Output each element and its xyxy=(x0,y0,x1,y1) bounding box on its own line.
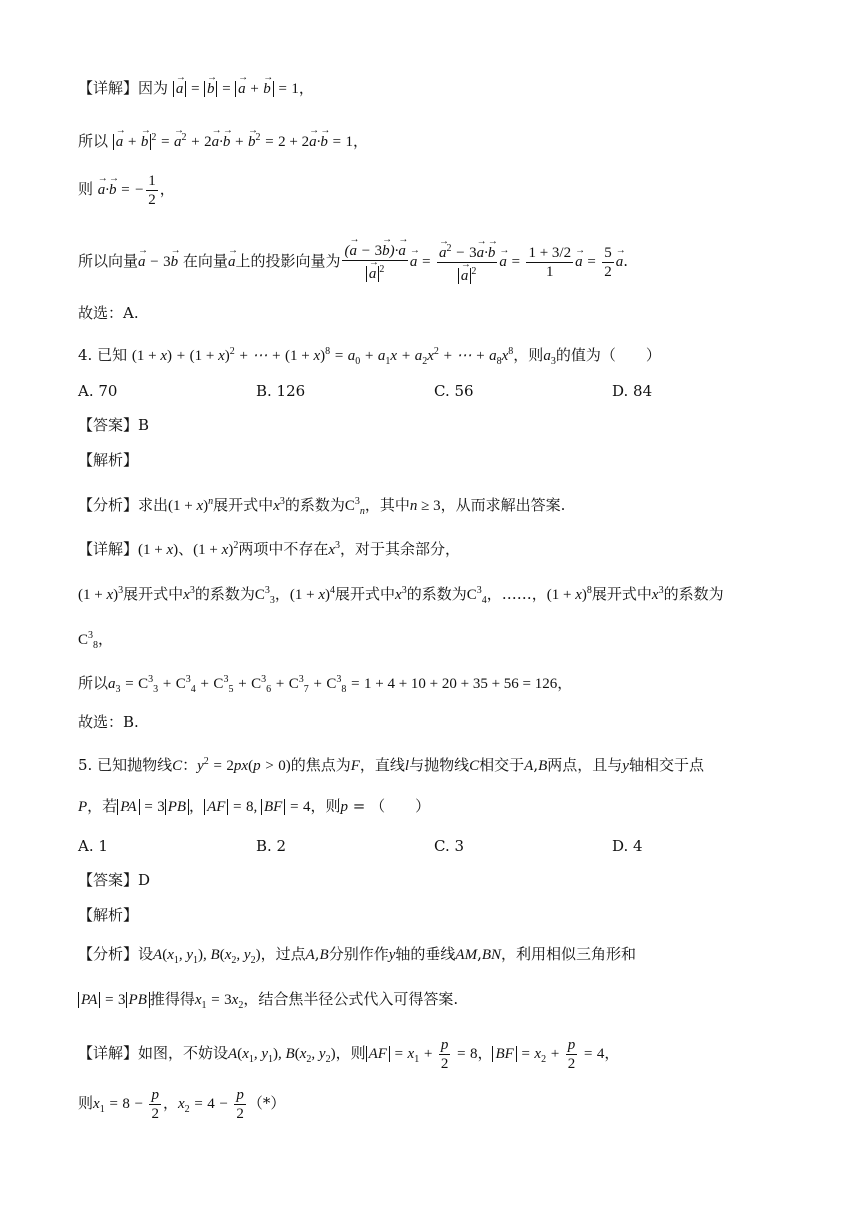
q3-choose: 故选：A. xyxy=(78,304,139,322)
q5-option-c: C. 3 xyxy=(434,837,465,855)
q4-stem: 4. 已知 $(1 + x) + (1 + x)^2$ + ⋯ + $(1 + x)^8 = a_0 + a_1x + a_2x^2$ + ⋯ + $a_8x^8$，则$a_3$的值为（ ） xyxy=(78,346,661,367)
detail-label: 【详解】 xyxy=(78,79,139,97)
q4-jiexi-label: 【解析】 xyxy=(78,451,139,469)
q5-option-b: B. 2 xyxy=(256,837,287,855)
q3-line-2: 所以 → a + → b $^2$ = → $a^2 + 2\to a\cdot\to b$ + → $b^2 = 2 + 2\to a\cdot\to b = 1$， xyxy=(78,128,368,152)
q4-option-d: D. 84 xyxy=(612,382,653,400)
q5-detail-2: 则$x_1 = 8$ − $\frac{p}{2}$ ，$x_2 = 4$ − $\frac{p}{2}$ （*） xyxy=(78,1087,286,1122)
q4-option-b: B. 126 xyxy=(256,382,306,400)
q5-jiexi-label: 【解析】 xyxy=(78,906,139,924)
q4-detail-1: 【详解】(1 + x)、$(1 + x)^2$两项中不存在$x^3$，对于其余部分， xyxy=(78,540,461,558)
q3-line-4: 所以向量→ a − 3→ b 在向量→ a上的投影向量为 (→ a − 3→ b)·→ a → a $^2$ → a = → $a^2 - 3\to a\cdot\to b$ → a $^2$ → a = $\frac{1 + 3/2}{1}$ → a = $\frac{5}{2}$ → a. xyxy=(78,240,628,285)
q5-detail-1: 【详解】如图，不妨设$A(x_1$, $y_1$), $B(x_2$, $y_2$)，则 AF = $x_1$ + $\frac{p}{2}$ = 8， BF = $x_2$ + $\frac{p}{2}$ = 4， xyxy=(78,1037,620,1072)
q5-analysis-2: PA = 3 PB 推得得$x_1 = 3x_2$，结合焦半径公式代入可得答案. xyxy=(78,989,458,1016)
q4-option-a: A. 70 xyxy=(78,382,118,400)
q4-detail-3: $C^3_8$， xyxy=(78,630,114,651)
q4-analysis: 【分析】求出$(1 + x)^n$展开式中$x^3$的系数为$C^3_n$，其中n ≥ 3，从而求解出答案. xyxy=(78,496,566,517)
q5-stem-2: P，若 PA = 3 PB ， AF = 8, BF = 4，则p = （ ） xyxy=(78,797,431,815)
q5-option-d: D. 4 xyxy=(612,837,643,855)
q4-detail-4: 所以$a_3 = C^3_3 + C^3_4 + C^3_5 + C^3_6 + C^3_7 + C^3_8 = 1 + 4 + 10 + 20 + 35 + 56 = 126$， xyxy=(78,674,573,695)
q4-detail-2: $(1 + x)^3$展开式中$x^3$的系数为$C^3_3$，$(1 + x)^4$展开式中$x^3$的系数为$C^3_4$，……，$(1 + x)^8$展开式中$x^3$的系数为 xyxy=(78,585,724,606)
q4-answer: 【答案】B xyxy=(78,416,150,434)
q4-option-c: C. 56 xyxy=(434,382,474,400)
q3-detail-line-1: 【详解】因为 → a = → b = → a + → b = 1， xyxy=(78,78,314,99)
q5-option-a: A. 1 xyxy=(78,837,108,855)
q4-choose: 故选：B. xyxy=(78,713,139,731)
q5-stem-1: 5. 已知抛物线C：$y^2 = 2px(p > 0)$的焦点为F，直线l与抛物线C相交于A,B两点，且与y轴相交于点 xyxy=(78,756,704,774)
q5-answer: 【答案】D xyxy=(78,871,151,889)
q5-analysis-1: 【分析】设$A(x_1$, $y_1$), $B(x_2$, $y_2$)，过点A,B分别作作y轴的垂线AM,BN，利用相似三角形和 xyxy=(78,945,637,966)
q3-line-3: 则 → a·→ b = − $\frac{1}{2}$ ， xyxy=(78,172,175,209)
